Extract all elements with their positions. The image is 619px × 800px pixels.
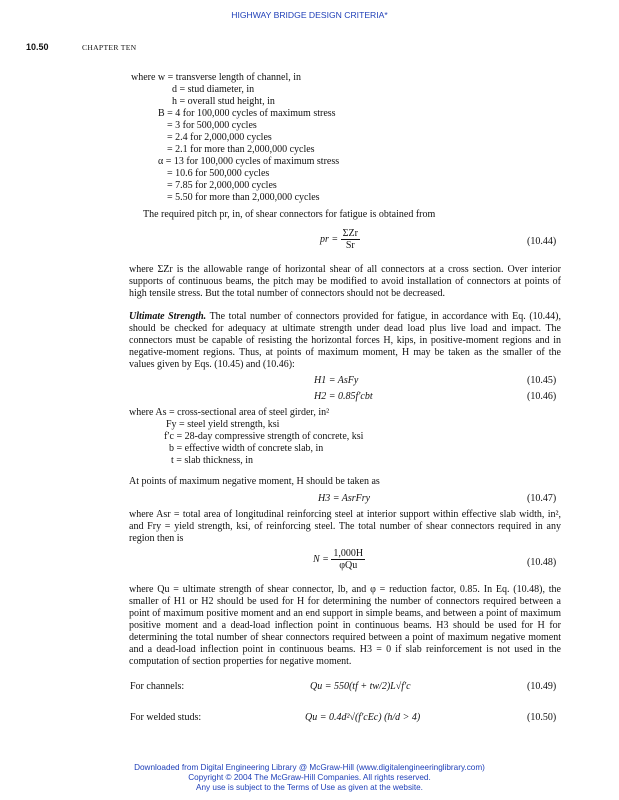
equation-10-50: Qu = 0.4d²√(f′cEc) (h/d > 4) [305,712,421,723]
def-t: t = slab thickness, in [171,455,254,466]
def-w: where w = transverse length of channel, in [131,72,302,83]
eq50-number: (10.50) [527,712,557,723]
equation-10-44 [320,228,360,251]
footer-copyright: Copyright © 2004 The McGraw-Hill Companies. All rights reserved. [188,773,431,782]
eq48-numerator: 1,000H [333,548,364,559]
def-B-2m: = 2.4 for 2,000,000 cycles [167,132,272,143]
paragraph-ultimate-strength [129,311,561,371]
pitch-intro: The required pitch pr, in, of shear connectors for fatigue is obtained from [143,209,436,220]
def-B-more: = 2.1 for more than 2,000,000 cycles [167,144,315,155]
def-alpha-2m: = 7.85 for 2,000,000 cycles [167,180,277,191]
paragraph-asr: where Asr = total area of longitudinal reinforcing steel at interior support within effective slab width, in², and Fry = yield strength, ksi, of reinforcing steel. The total number of shear connectors required in any region then is [129,509,561,544]
eq48-number: (10.48) [527,557,557,568]
eq46-number: (10.46) [527,391,557,402]
eq44-number: (10.44) [527,236,557,247]
equation-10-48 [313,548,365,571]
eq44-lhs: pr = [320,233,339,245]
eq48-lhs: N = [313,553,329,565]
equation-10-45: H1 = AsFy [314,375,359,386]
def-alpha-more: = 5.50 for more than 2,000,000 cycles [167,192,320,203]
def-d: d = stud diameter, in [172,84,255,95]
def-Fy: Fy = steel yield strength, ksi [166,419,280,430]
chapter-label: CHAPTER TEN [82,43,137,52]
footer-terms[interactable]: Any use is subject to the Terms of Use as given at the website. [196,783,423,792]
page-number: 10.50 [26,42,49,52]
eq48-fraction [331,548,365,571]
eq49-number: (10.49) [527,681,557,692]
def-b: b = effective width of concrete slab, in [169,443,324,454]
ultimate-text: The total number of connectors provided for fatigue, in accordance with Eq. (10.44), should be checked for adequacy at ultimate strength under dead load plus live load and impact. The connectors must be capable of resisting the horizontal forces H, kips, in positive-moment regions and in negative-moment regions. Thus, at points of maximum moment, H may be taken as the smaller of the values given by Eqs. (10.45) and (10.46): [129,311,561,370]
equation-10-49: Qu = 550(tf + tw/2)L√f′c [310,681,411,692]
equation-10-46: H2 = 0.85f′cbt [314,391,373,402]
eq48-denominator: φQu [339,560,358,571]
def-B: B = 4 for 100,000 cycles of maximum stress [158,108,336,119]
eq45-number: (10.45) [527,375,557,386]
equation-10-47: H3 = AsrFry [318,493,371,504]
def-fc: f′c = 28-day compressive strength of concrete, ksi [164,431,364,442]
eq49-label: For channels: [130,681,185,692]
running-header: HIGHWAY BRIDGE DESIGN CRITERIA* [231,10,388,20]
def-B-500k: = 3 for 500,000 cycles [167,120,257,131]
eq50-label: For welded studs: [130,712,202,723]
eq47-number: (10.47) [527,493,557,504]
eq44-numerator: ΣZr [342,228,358,239]
paragraph-sum-zr: where ΣZr is the allowable range of horizontal shear of all connectors at a cross section. Over interior supports of continuous beams, the pitch may be modified to avoid installation of connectors at points of high tensile stress. But the total number of connectors should not be decreased. [129,264,561,299]
paragraph-qu: where Qu = ultimate strength of shear connector, lb, and φ = reduction factor, 0.85. In Eq. (10.48), the smaller of H1 or H2 should be used for H for determining the number of connectors required between a point of maximum positive moment and an end support in simple beams, and between a point of maximum positive moment and a dead-load inflection point in continuous beams. H3 should be used for H for determining the total number of shear connectors required between a point of maximum negative moment and a dead-load inflection point in continuous beams. H3 = 0 if slab reinforcement is not used in the computation of section properties for negative moment. [129,584,561,667]
negative-moment-intro: At points of maximum negative moment, H should be taken as [129,476,380,487]
def-alpha-500k: = 10.6 for 500,000 cycles [167,168,270,179]
def-As: where As = cross-sectional area of steel girder, in² [129,407,330,418]
def-h: h = overall stud height, in [172,96,275,107]
def-alpha: α = 13 for 100,000 cycles of maximum stress [158,156,340,167]
eq44-denominator: Sr [345,240,355,251]
eq44-fraction [341,228,360,251]
footer-download-link[interactable]: Downloaded from Digital Engineering Library @ McGraw-Hill (www.digitalengineeringlibrary.com) [134,763,485,772]
ultimate-heading: Ultimate Strength. [129,311,207,322]
